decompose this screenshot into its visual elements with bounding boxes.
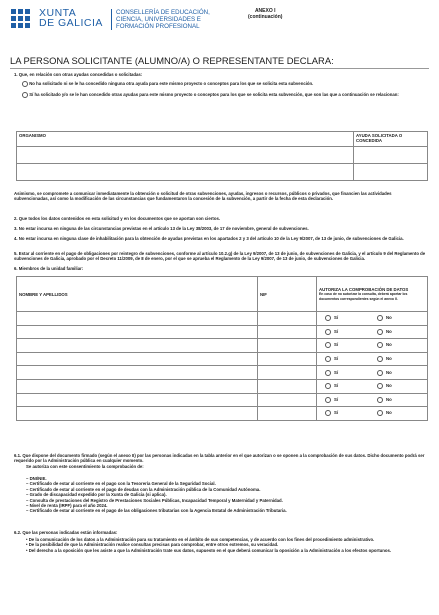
radio-no[interactable]: No: [371, 397, 423, 403]
member-row: [17, 352, 428, 366]
item-6: 6. Miembros de la unidad familiar:: [14, 266, 84, 271]
radio-no[interactable]: No: [371, 342, 423, 348]
aid-organism-table: [16, 131, 428, 181]
member-auth-cell: [317, 352, 428, 366]
member-auth-cell: [317, 325, 428, 339]
item-2: 2. Que todos los datos contenidos en esta solicitud y en los documentos que se aportan son ciertos.: [14, 216, 221, 221]
member-auth-cell: [317, 366, 428, 380]
radio-yes[interactable]: Sí: [319, 329, 371, 335]
member-name-cell[interactable]: [17, 379, 258, 393]
consent-item: – Nivel de renta (IRPF) para el año 2024.: [26, 503, 108, 509]
item-4: 4. No estar incursa en ninguna clase de inhabilitación para la obtención de ayudas previstas en los apartados 2 y 3 del artículo 10 de la Ley 9/2007, de 13 de junio, de subvenciones de Galicia.: [14, 236, 404, 241]
item-6-1-consent: Se autoriza con este consentimiento la comprobación de:: [26, 464, 144, 469]
consent-item: – Certificado de estar al corriente en el pago con la Tesorería General de la Seguridad Social.: [26, 481, 216, 487]
consent-item: – Certificado de estar al corriente en el pago de las obligaciones tributarias con la Agencia Estatal de Administración Tributaria.: [26, 508, 287, 514]
member-nif-cell[interactable]: [258, 325, 317, 339]
member-auth-cell: [317, 339, 428, 353]
member-row: [17, 407, 428, 421]
member-name-cell[interactable]: [17, 393, 258, 407]
radio-yes[interactable]: Sí: [319, 370, 371, 376]
member-row: [17, 393, 428, 407]
item-3: 3. No estar incursa en ninguna de las circunstancias previstas en el artículo 13 de la Ley 38/2003, de 17 de noviembre, general de subvenciones.: [14, 226, 309, 231]
radio-no[interactable]: No: [371, 410, 423, 416]
option-yes-aid[interactable]: Sí ha solicitado y/o se le han concedido otras ayudas para este mismo proyecto o conceptos para los que se solicita esta subvención, que son las que a continuación se relacionan:: [22, 92, 399, 98]
radio-no[interactable]: No: [371, 370, 423, 376]
informed-item: • Del derecho a la oposición que les asiste a que la Administración trate sus datos, supuesto en el que deberá comunicar la oposición a la Administración a los efectos oportunos.: [26, 547, 392, 553]
member-auth-cell: [317, 407, 428, 421]
annex-label: ANEXO I (continuación): [248, 8, 283, 20]
member-name-cell[interactable]: [17, 366, 258, 380]
radio-yes[interactable]: Sí: [319, 356, 371, 362]
consent-item: – Grado de discapacidad expedido por la Xunta de Galicia (si aplica).: [26, 492, 167, 498]
header: [10, 6, 429, 48]
member-nif-cell[interactable]: [258, 366, 317, 380]
item-1: 1. Que, en relación con otras ayudas concedidas o solicitadas:: [14, 72, 143, 77]
radio-yes-aid[interactable]: [22, 92, 28, 98]
member-nif-cell[interactable]: [258, 393, 317, 407]
informed-list: [26, 537, 427, 553]
org-cell[interactable]: [17, 164, 354, 181]
item-6-1: 6.1. Que dispone del documento firmado (según el anexo II) por las personas indicadas en la tabla anterior en el que autorizan o se oponen a la comprobación de sus datos. Dicho documento podrá ser requerido por la Administración pública en cualquier momento.: [14, 453, 425, 464]
member-nif-cell[interactable]: [258, 379, 317, 393]
col-name-header: NOMBRE Y APELLIDOS: [17, 277, 258, 312]
section-title: LA PERSONA SOLICITANTE (ALUMNO/A) O REPRESENTANTE DECLARA:: [10, 55, 429, 69]
radio-no[interactable]: No: [371, 329, 423, 335]
aid-header: AYUDA SOLICITADA O CONCEDIDA: [354, 132, 428, 147]
member-name-cell[interactable]: [17, 352, 258, 366]
informed-item: • De la posibilidad de que la Administración realice consultas precisas para comprobar, entre otros extremos, su veracidad.: [26, 542, 279, 548]
radio-yes[interactable]: Sí: [319, 383, 371, 389]
member-nif-cell[interactable]: [258, 312, 317, 326]
member-name-cell[interactable]: [17, 407, 258, 421]
radio-no[interactable]: No: [371, 315, 423, 321]
member-nif-cell[interactable]: [258, 352, 317, 366]
consent-item: – Certificado de estar al corriente en el pago de deudas con la Administración pública de la Comunidad Autónoma.: [26, 486, 261, 492]
consent-item: – DNI/NIE.: [26, 476, 47, 481]
checks-list: [26, 476, 427, 514]
aid-cell[interactable]: [354, 147, 428, 164]
member-row: [17, 339, 428, 353]
radio-yes[interactable]: Sí: [319, 342, 371, 348]
item-5: 5. Estar al corriente en el pago de obligaciones por reintegro de subvenciones, conforme al artículo 10.2.g) de la Ley 9/2007, de 13 de junio, de subvenciones de Galicia, y el artículo 9 del Reglamento de subvenciones de Galicia, aprobado por el Decreto 11/2009, de 8 de enero, por el que se aprueba el Reglamento de la Ley 9/2007, de 13 de junio, de subvenciones de Galicia.: [14, 251, 426, 262]
radio-yes[interactable]: Sí: [319, 397, 371, 403]
member-auth-cell: [317, 393, 428, 407]
member-name-cell[interactable]: [17, 312, 258, 326]
xunta-logo-icon: [10, 8, 36, 34]
member-name-cell[interactable]: [17, 325, 258, 339]
member-nif-cell[interactable]: [258, 339, 317, 353]
member-auth-cell: [317, 312, 428, 326]
item-6-2: 6.2. Que las personas indicadas están informadas:: [14, 530, 118, 535]
member-row: [17, 325, 428, 339]
member-auth-cell: [317, 379, 428, 393]
informed-item: • De la comunicación de los datos a la Administración para su tratamiento en el ámbito de sus competencias, y de acuerdo con los fines del procedimiento administrativo.: [26, 537, 375, 542]
org-header: ORGANISMO: [17, 132, 354, 147]
consent-item: – Consulta de prestaciones del Registro de Prestaciones Sociales Públicas, Incapacidad Temporal y Maternidad y Paternidad.: [26, 497, 283, 503]
radio-yes[interactable]: Sí: [319, 410, 371, 416]
col-auth-header: AUTORIZA LA COMPROBACIÓN DE DATOS En caso de no autorizar la consulta, deberá aportar los documentos correspondientes según el anexo II.: [317, 277, 428, 312]
member-row: [17, 366, 428, 380]
aid-cell[interactable]: [354, 164, 428, 181]
family-members-table: [16, 276, 428, 421]
option-no-aid[interactable]: No ha solicitado ni se le ha concedido ninguna otra ayuda para este mismo proyecto o conceptos para los que se solicita esta subvención.: [22, 81, 425, 87]
commitment-text: Asimismo, se compromete a comunicar inmediatamente la obtención o solicitud de otras subvenciones, ayudas, ingresos o recursos, públicos o privados, que financien las actividades subvencionadas, así como la modificación de las circunstancias que fundamentaron la concesión de la subvención, a partir de la fecha de esta declaración.: [14, 191, 392, 202]
col-nif-header: NIF: [258, 277, 317, 312]
org-cell[interactable]: [17, 147, 354, 164]
radio-no[interactable]: No: [371, 356, 423, 362]
member-row: [17, 379, 428, 393]
radio-yes[interactable]: Sí: [319, 315, 371, 321]
member-row: [17, 312, 428, 326]
member-nif-cell[interactable]: [258, 407, 317, 421]
brand-name: XUNTA DE GALICIA: [39, 7, 103, 29]
radio-no[interactable]: No: [371, 383, 423, 389]
radio-no-aid[interactable]: [22, 81, 28, 87]
member-name-cell[interactable]: [17, 339, 258, 353]
department-name: CONSELLERÍA DE EDUCACIÓN, CIENCIA, UNIVERSIDADES E FORMACIÓN PROFESIONAL: [111, 9, 210, 30]
